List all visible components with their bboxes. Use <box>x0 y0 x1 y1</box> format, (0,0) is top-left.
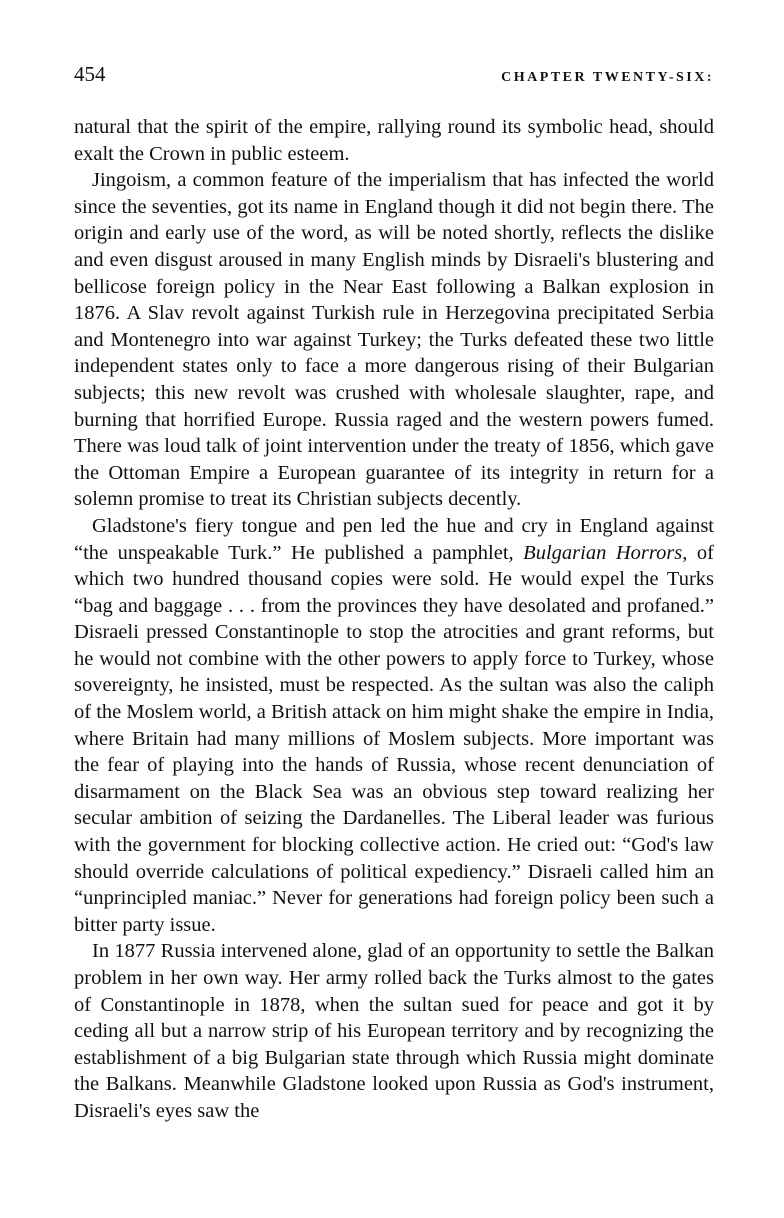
book-page <box>74 62 714 1125</box>
body-text <box>74 114 714 1125</box>
chapter-heading: CHAPTER TWENTY-SIX: <box>501 70 714 85</box>
paragraph-russia-1877: In 1877 Russia intervened alone, glad of an opportunity to settle the Balkan problem in her own way. Her army rolled back the Turks almost to the gates of Constantinople in 1878, when the sultan sued for peace and got it by ceding all but a narrow strip of his European territory and by recognizing the establishment of a big Bulgarian state through which Russia might dominate the Balkans. Meanwhile Gladstone looked upon Russia as God's instrument, Disraeli's eyes saw the <box>74 940 714 1122</box>
pamphlet-title: Bulgarian Horrors, <box>523 541 688 564</box>
paragraph-jingoism: Jingoism, a common feature of the imperialism that has infected the world since the seventies, got its name in England though it did not begin there. The origin and early use of the word, as will be noted shortly, reflects the dislike and even disgust aroused in many English minds by Disraeli's blustering and bellicose foreign policy in the Near East following a Balkan explosion in 1876. A Slav revolt against Turkish rule in Herzegovina precipitated Serbia and Montenegro into war against Turkey; the Turks defeated these two little independent states only to face a more dangerous rising of their Bulgarian subjects; this new revolt was crushed with wholesale slaughter, rape, and burning that horrified Europe. Russia raged and the western powers fumed. There was loud talk of joint intervention under the treaty of 1856, which gave the Ottoman Empire a European guarantee of its integrity in return for a solemn promise to treat its Christian subjects decently. <box>74 169 714 511</box>
paragraph-gladstone <box>74 513 714 939</box>
paragraph-gladstone-text-start: Gladstone's fiery tongue and pen led the hue and cry in England against “the unspeakable Turk.” He published a pamphlet, <box>74 514 714 564</box>
page-number: 454 <box>74 62 106 86</box>
paragraph-gladstone-text-end: of which two hundred thousand copies were sold. He would expel the Turks “bag and baggage . . . from the provinces they have desolated and profaned.” Disraeli pressed Constantinople to stop the atrocities and grant reforms, but he would not combine with the other powers to apply force to Turkey, whose sovereignty, he insisted, must be respected. As the sultan was also the caliph of the Moslem world, a British attack on him might shake the empire in India, where Britain had many millions of Moslem subjects. More important was the fear of playing into the hands of Russia, whose recent denunciation of disarmament on the Black Sea was an obvious step toward realizing her secular ambition of seizing the Dardanelles. The Liberal leader was furious with the government for blocking collective action. He cried out: “God's law should override calculations of political expediency.” Disraeli called him an “unprincipled maniac.” Never for generations had foreign policy been such a bitter party issue. <box>74 541 714 936</box>
running-head <box>74 62 714 92</box>
paragraph-continuation: natural that the spirit of the empire, rallying round its symbolic head, should exalt the Crown in public esteem. <box>74 116 714 165</box>
